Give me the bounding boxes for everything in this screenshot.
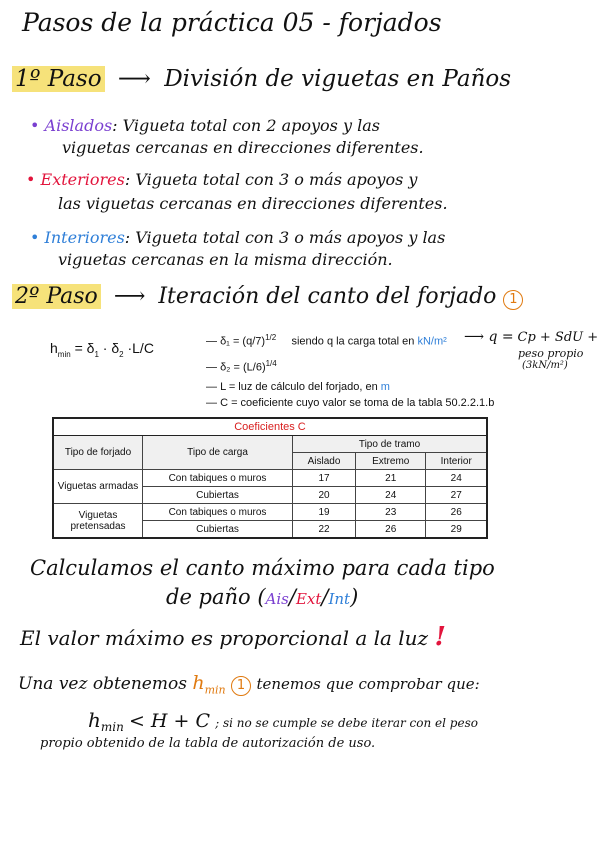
step1-item-exteriores (26, 170, 417, 189)
step1-item-exteriores-cont: las viguetas cercanas en direcciones diferentes. (58, 194, 448, 213)
check-rest: < H + C (128, 710, 211, 732)
arrow-icon: ⟶ (113, 284, 146, 309)
cell-value: 22 (293, 521, 356, 539)
q-line1: Cp + SdU + (517, 330, 599, 345)
calc-ext: Ext (295, 590, 322, 608)
arrow-icon: ⟶ (117, 66, 151, 92)
calc-line1: Calculamos el canto máximo para cada tipo (30, 556, 495, 580)
coefficients-table (52, 417, 488, 539)
header-aislado: Aislado (293, 453, 356, 470)
cell-value: 23 (356, 504, 426, 521)
header-interior: Interior (426, 453, 487, 470)
table-row (53, 504, 487, 521)
item-line: : Vigueta total con 2 apoyos y las (112, 116, 380, 135)
definition-delta1: — $\delta_1 = (q/7)^{1/2}$ siendo q la carga total en kN/m² (206, 333, 447, 348)
cell-carga: Con tabiques o muros (143, 470, 293, 487)
bullet-icon: • (30, 228, 40, 247)
step1-item-aislados (30, 116, 380, 135)
header-tipo-tramo: Tipo de tramo (293, 436, 488, 453)
def-sup: 1/4 (265, 359, 277, 368)
cell-value: 24 (426, 470, 487, 487)
table-row (53, 470, 487, 487)
cell-value: 27 (426, 487, 487, 504)
formula-end: ·L/C (127, 340, 154, 356)
once-h-sub: min (204, 683, 226, 697)
item-key: Aislados (44, 116, 113, 135)
step1-item-interiores (30, 228, 445, 247)
calc-close: ) (350, 585, 359, 609)
circle-one-icon: 1 (503, 290, 523, 310)
cell-value: 24 (356, 487, 426, 504)
formula-sub1: 1 (94, 349, 99, 359)
once-prefix: Una vez obtenemos (18, 674, 187, 694)
check-h-sub: min (100, 720, 124, 735)
header-extremo: Extremo (356, 453, 426, 470)
cell-value: 20 (293, 487, 356, 504)
cell-value: 19 (293, 504, 356, 521)
def-text: C = coeficiente cuyo valor se toma de la tabla 50.2.2.1.b (220, 397, 495, 409)
calc-sep: / (321, 585, 329, 609)
cell-carga: Cubiertas (143, 487, 293, 504)
calc-prefix: de paño ( (166, 585, 266, 609)
cell-forjado: Viguetas pretensadas (53, 504, 143, 539)
bullet-icon: • (30, 116, 40, 135)
q-lhs: ⟶ q = (464, 329, 514, 345)
def-tail: siendo q la carga total en (291, 335, 415, 348)
page-title: Pasos de la práctica 05 - forjados (22, 8, 442, 37)
step2-heading (12, 284, 523, 310)
cell-carga: Con tabiques o muros (143, 504, 293, 521)
item-key: Exteriores (40, 170, 125, 189)
once-suffix: tenemos que comprobar que: (256, 675, 480, 693)
step2-text: Iteración del canto del forjado (158, 284, 497, 309)
once-line (18, 672, 480, 696)
cell-value: 29 (426, 521, 487, 539)
max-note-text: El valor máximo es proporcional a la luz (20, 626, 429, 650)
definition-L: — L = luz de cálculo del forjado, en m (206, 381, 390, 393)
formula-rhs: = δ (74, 340, 95, 356)
def-text: δ₂ = (L/6) (220, 361, 266, 374)
step1-text: División de viguetas en Paños (164, 66, 512, 92)
step1-label: 1º Paso (12, 66, 105, 92)
circle-one-icon: 1 (231, 676, 251, 696)
hmin-formula (50, 340, 154, 359)
calc-line2 (166, 585, 358, 609)
cell-value: 21 (356, 470, 426, 487)
def-text: δ₁ = (q/7) (220, 335, 266, 348)
check-h: h (88, 708, 101, 732)
calc-ais: Ais (265, 590, 289, 608)
def-unit: kN/m² (417, 335, 447, 348)
definition-C: — C = coeficiente cuyo valor se toma de la tabla 50.2.2.1.b (206, 397, 495, 409)
formula-dot: · δ (102, 340, 120, 356)
def-sup: 1/2 (265, 333, 277, 342)
formula-h-sub: min (57, 349, 71, 359)
formula-h: h (50, 340, 58, 356)
formula-sub2: 2 (119, 349, 124, 359)
item-line: : Vigueta total con 3 o más apoyos y las (124, 228, 446, 247)
check-line (88, 708, 478, 734)
header-tipo-forjado: Tipo de forjado (53, 436, 143, 470)
cell-value: 17 (293, 470, 356, 487)
bullet-icon: • (26, 170, 36, 189)
item-line: : Vigueta total con 3 o más apoyos y (124, 170, 418, 189)
cell-value: 26 (426, 504, 487, 521)
definition-delta2: — $\delta_2 = (L/6)^{1/4}$ (206, 359, 277, 374)
def-text: L = luz de cálculo del forjado, en (220, 381, 378, 393)
cell-value: 26 (356, 521, 426, 539)
step2-label: 2º Paso (12, 284, 101, 309)
step1-item-interiores-cont: viguetas cercanas en la misma dirección. (58, 250, 393, 269)
check-note: ; si no se cumple se debe iterar con el peso (215, 716, 478, 730)
exclamation-icon: ! (434, 622, 446, 652)
cell-forjado: Viguetas armadas (53, 470, 143, 504)
header-tipo-carga: Tipo de carga (143, 436, 293, 470)
def-unit: m (380, 381, 390, 393)
q-note (464, 331, 598, 344)
once-h: h (192, 672, 205, 694)
item-key: Interiores (44, 228, 125, 247)
q-note-line3: (3kN/m²) (522, 360, 568, 371)
max-note (20, 622, 446, 652)
calc-sep: / (288, 585, 296, 609)
check-line2: propio obtenido de la tabla de autorización de uso. (40, 736, 376, 751)
q-note-line2: peso propio (518, 347, 584, 360)
step1-item-aislados-cont: viguetas cercanas en direcciones diferentes. (62, 138, 424, 157)
table-caption: Coeficientes C (53, 418, 487, 436)
step1-heading (12, 66, 511, 92)
calc-int: Int (328, 590, 351, 608)
cell-carga: Cubiertas (143, 521, 293, 539)
